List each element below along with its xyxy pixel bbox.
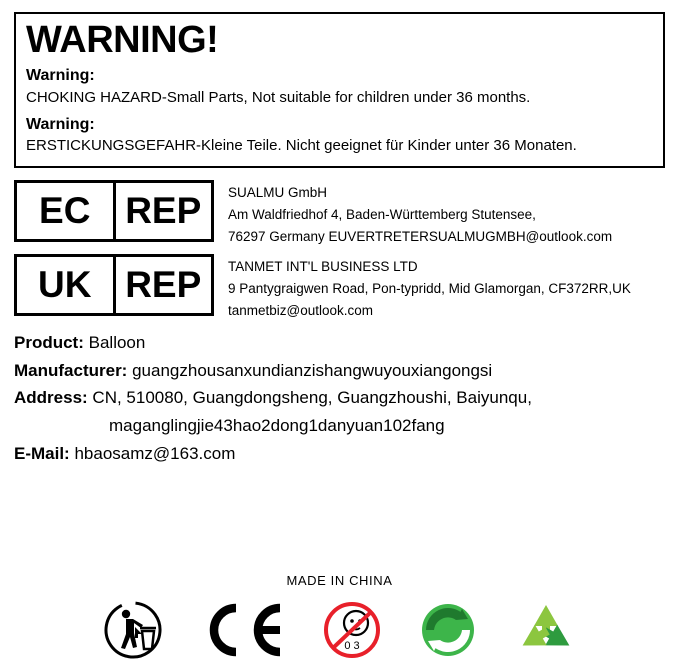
ec-rep-company: SUALMU GmbH — [228, 185, 328, 201]
uk-rep-address-line1: 9 Pantygraigwen Road, Pon-typridd, Mid Glamorgan, CF372RR,UK — [228, 280, 631, 296]
uk-rep-info — [214, 254, 631, 322]
made-in-china-text: MADE IN CHINA — [286, 573, 393, 588]
ec-rep-info — [214, 180, 612, 248]
warning-text-de: ERSTICKUNGSGEFAHR-Kleine Teile. Nicht geeignet für Kinder unter 36 Monaten. — [26, 137, 577, 155]
product-details — [14, 329, 665, 467]
ec-rep-badge — [14, 180, 214, 242]
recycle-arrows-icon — [514, 601, 578, 659]
manufacturer-label: Manufacturer: — [14, 360, 128, 380]
manufacturer-line — [14, 357, 665, 385]
uk-rep-row — [14, 254, 665, 322]
address-line — [14, 384, 665, 439]
ec-rep-badge-right: REP — [125, 190, 202, 232]
warning-heading: WARNING! — [26, 19, 219, 61]
ce-mark-icon — [200, 601, 286, 659]
email-line — [14, 440, 665, 468]
uk-rep-badge-right: REP — [125, 263, 202, 305]
manufacturer-value: guangzhousanxundianzishangwuyouxiangongsi — [132, 360, 493, 380]
age-restriction-0-3-icon — [322, 601, 382, 659]
email-value: hbaosamz@163.com — [74, 443, 236, 463]
uk-rep-address-line2: tanmetbiz@outlook.com — [228, 302, 374, 318]
uk-rep-company: TANMET INT'L BUSINESS LTD — [228, 258, 418, 274]
address-value-continued: maganglingjie43hao2dong1danyuan102fang — [109, 415, 445, 435]
footer — [0, 573, 679, 662]
product-label: Product: — [14, 333, 84, 353]
product-value: Balloon — [88, 333, 146, 353]
ec-rep-row — [14, 180, 665, 248]
address-value: CN, 510080, Guangdongsheng, Guangzhoushi, Baiyunqu, — [92, 388, 532, 408]
age-icon-label: 0 3 — [343, 640, 360, 652]
symbol-row — [0, 598, 679, 662]
uk-rep-badge — [14, 254, 214, 316]
green-dot-icon — [418, 601, 478, 659]
ec-rep-address-line2: 76297 Germany EUVERTRETERSUALMUGMBH@outlook.com — [228, 228, 613, 244]
warning-label-en: Warning: — [26, 67, 95, 85]
tidyman-icon — [102, 601, 164, 659]
uk-rep-badge-left: UK — [17, 257, 116, 313]
warning-text-en: CHOKING HAZARD-Small Parts, Not suitable for children under 36 months. — [26, 88, 531, 106]
ec-rep-badge-left: EC — [17, 183, 116, 239]
ec-rep-address-line1: Am Waldfriedhof 4, Baden-Württemberg Stutensee, — [228, 207, 536, 223]
warning-box — [14, 12, 665, 168]
warning-label-de: Warning: — [26, 115, 95, 133]
email-label: E-Mail: — [14, 443, 70, 463]
address-label: Address: — [14, 388, 88, 408]
product-line — [14, 329, 665, 357]
